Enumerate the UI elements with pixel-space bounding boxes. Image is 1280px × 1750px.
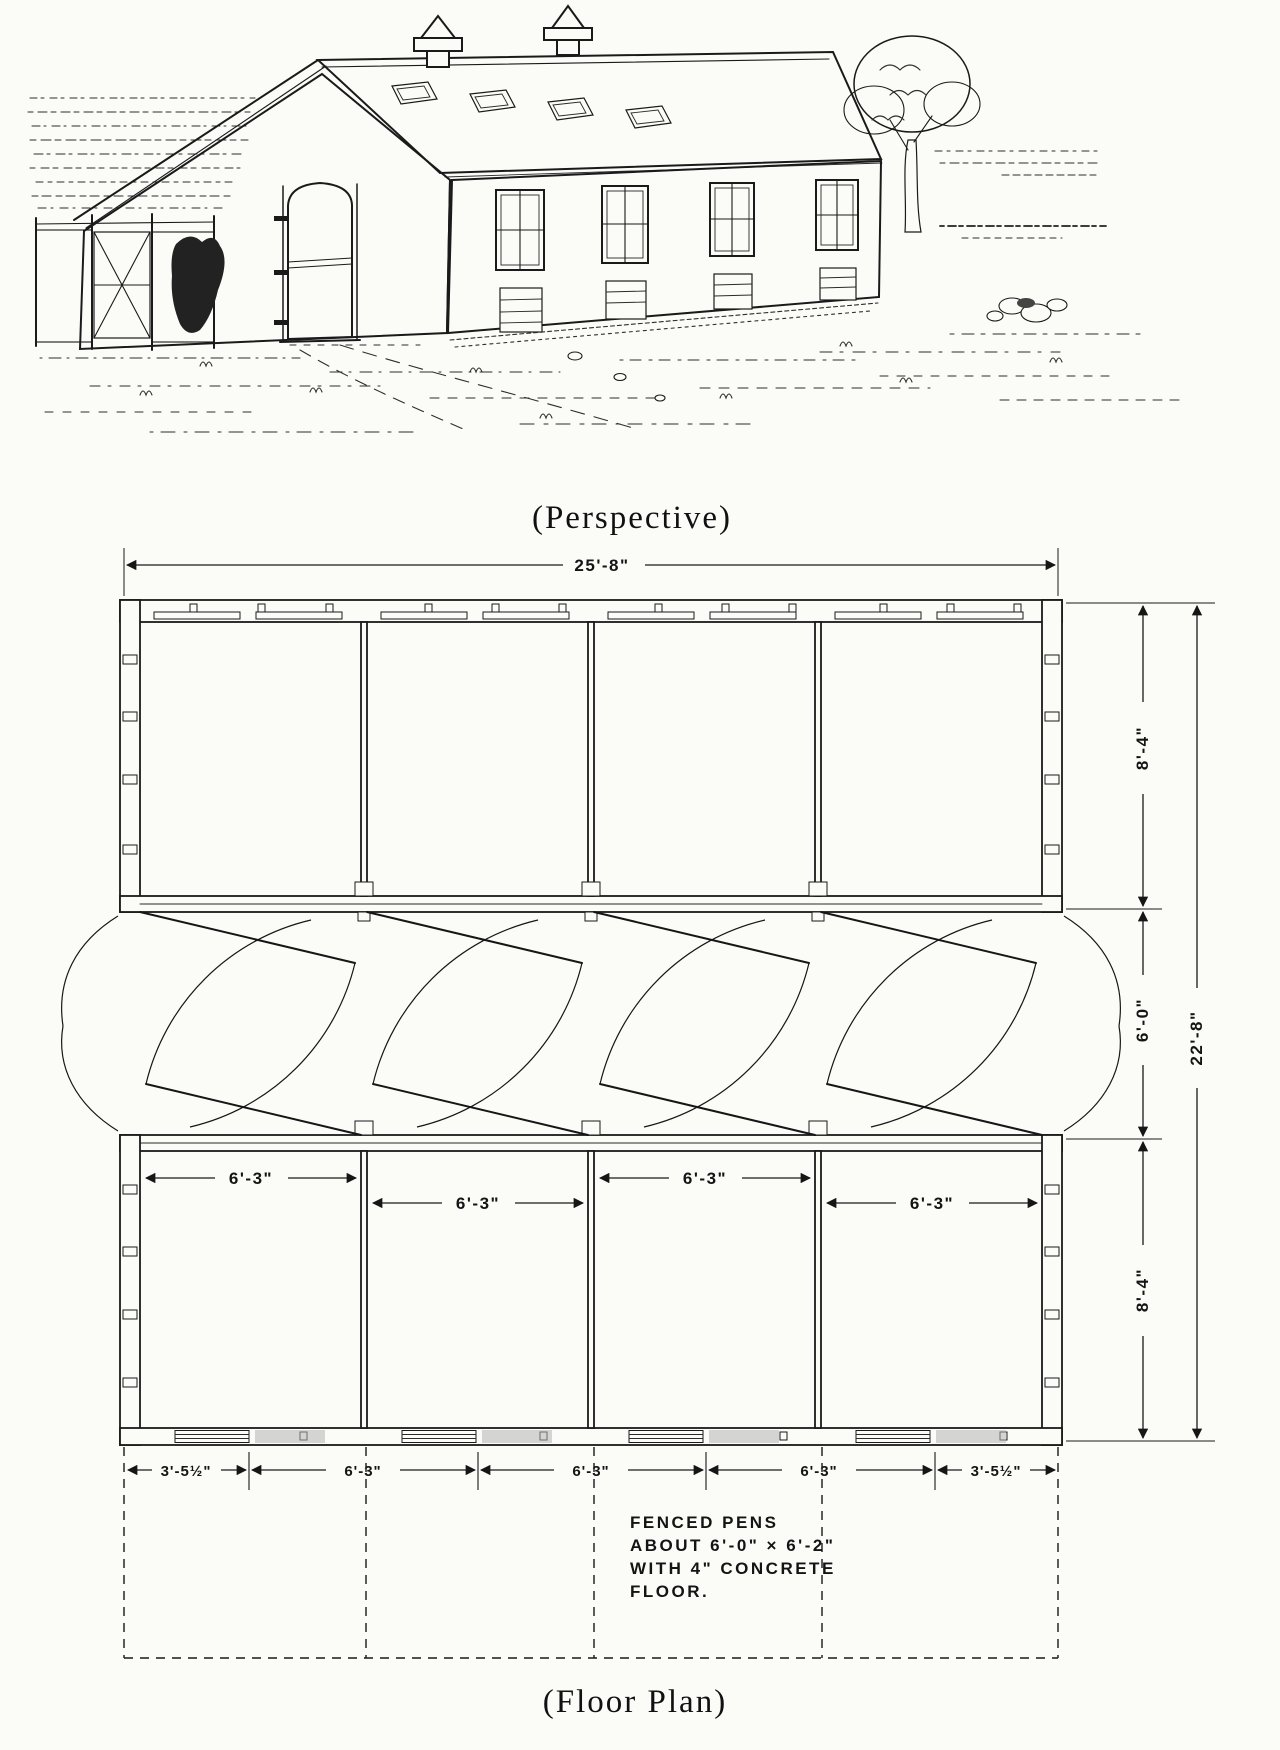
perspective-drawing: [28, 6, 1180, 432]
south-pen-row: [120, 920, 1062, 1445]
grass-tuft: [140, 342, 1062, 418]
dim-overall-width: 25'-8": [574, 556, 630, 575]
pen-doors-lower: [146, 920, 1042, 1135]
pen-partitions-upper: [355, 622, 827, 921]
pen-partitions-lower: [355, 1121, 827, 1428]
perspective-caption: (Perspective): [531, 500, 733, 536]
dim-pen-2: 6'-3": [455, 1194, 501, 1213]
pen-doors-upper: [140, 912, 1036, 1127]
dim-bottom-4: 6'-3": [800, 1463, 838, 1480]
dim-north-pen-depth: 8'-4": [1133, 725, 1152, 771]
alley-end-doors: [62, 916, 1121, 1131]
note-line-4: FLOOR.: [630, 1582, 710, 1601]
note-line-2: ABOUT 6'-0" × 6'-2": [630, 1536, 836, 1555]
ridge-ventilator-2: [544, 6, 592, 55]
dim-bottom-1: 3'-5½": [160, 1463, 212, 1480]
overall-width-dimension: [124, 548, 1058, 596]
right-side-dimensions: [1066, 603, 1215, 1441]
dim-alley-width: 6'-0": [1133, 997, 1152, 1043]
tree: [844, 36, 980, 232]
side-window: [496, 190, 544, 332]
dirt-path: [340, 345, 640, 430]
shrub: [172, 236, 225, 332]
side-window: [710, 183, 754, 309]
door-hinge: [274, 320, 289, 325]
fenced-pens-note: [630, 1513, 836, 1601]
dim-overall-depth: 22'-8": [1187, 1010, 1206, 1066]
note-line-1: FENCED PENS: [630, 1513, 779, 1532]
west-wall-lower: [120, 1135, 140, 1445]
side-window: [816, 180, 858, 300]
west-wall-upper: [120, 600, 140, 912]
dim-bottom-5: 3'-5½": [970, 1463, 1022, 1480]
floor-plan-caption: (Floor Plan): [542, 1684, 728, 1720]
dim-bottom-2: 6'-3": [344, 1463, 382, 1480]
side-window: [602, 186, 648, 319]
roof: [74, 52, 882, 228]
entry-door: [274, 183, 360, 342]
east-wall-lower: [1042, 1135, 1062, 1445]
bottom-dimension-row: [128, 1452, 1055, 1490]
floor-plan-drawing: [62, 548, 1215, 1658]
dim-pen-3: 6'-3": [682, 1169, 728, 1188]
north-pen-row: [120, 600, 1062, 1127]
dim-pen-1: 6'-3": [228, 1169, 274, 1188]
door-hinge: [274, 270, 289, 275]
dirt-path: [300, 350, 470, 432]
roof-skylights: [392, 82, 671, 128]
wire-fence: [36, 214, 225, 350]
dim-pen-4: 6'-3": [909, 1194, 955, 1213]
gate: [94, 232, 150, 338]
note-line-3: WITH 4" CONCRETE: [630, 1559, 836, 1578]
dim-south-pen-depth: 8'-4": [1133, 1267, 1152, 1313]
door-hinge: [274, 216, 289, 221]
dim-bottom-3: 6'-3": [572, 1463, 610, 1480]
east-wall-upper: [1042, 600, 1062, 912]
